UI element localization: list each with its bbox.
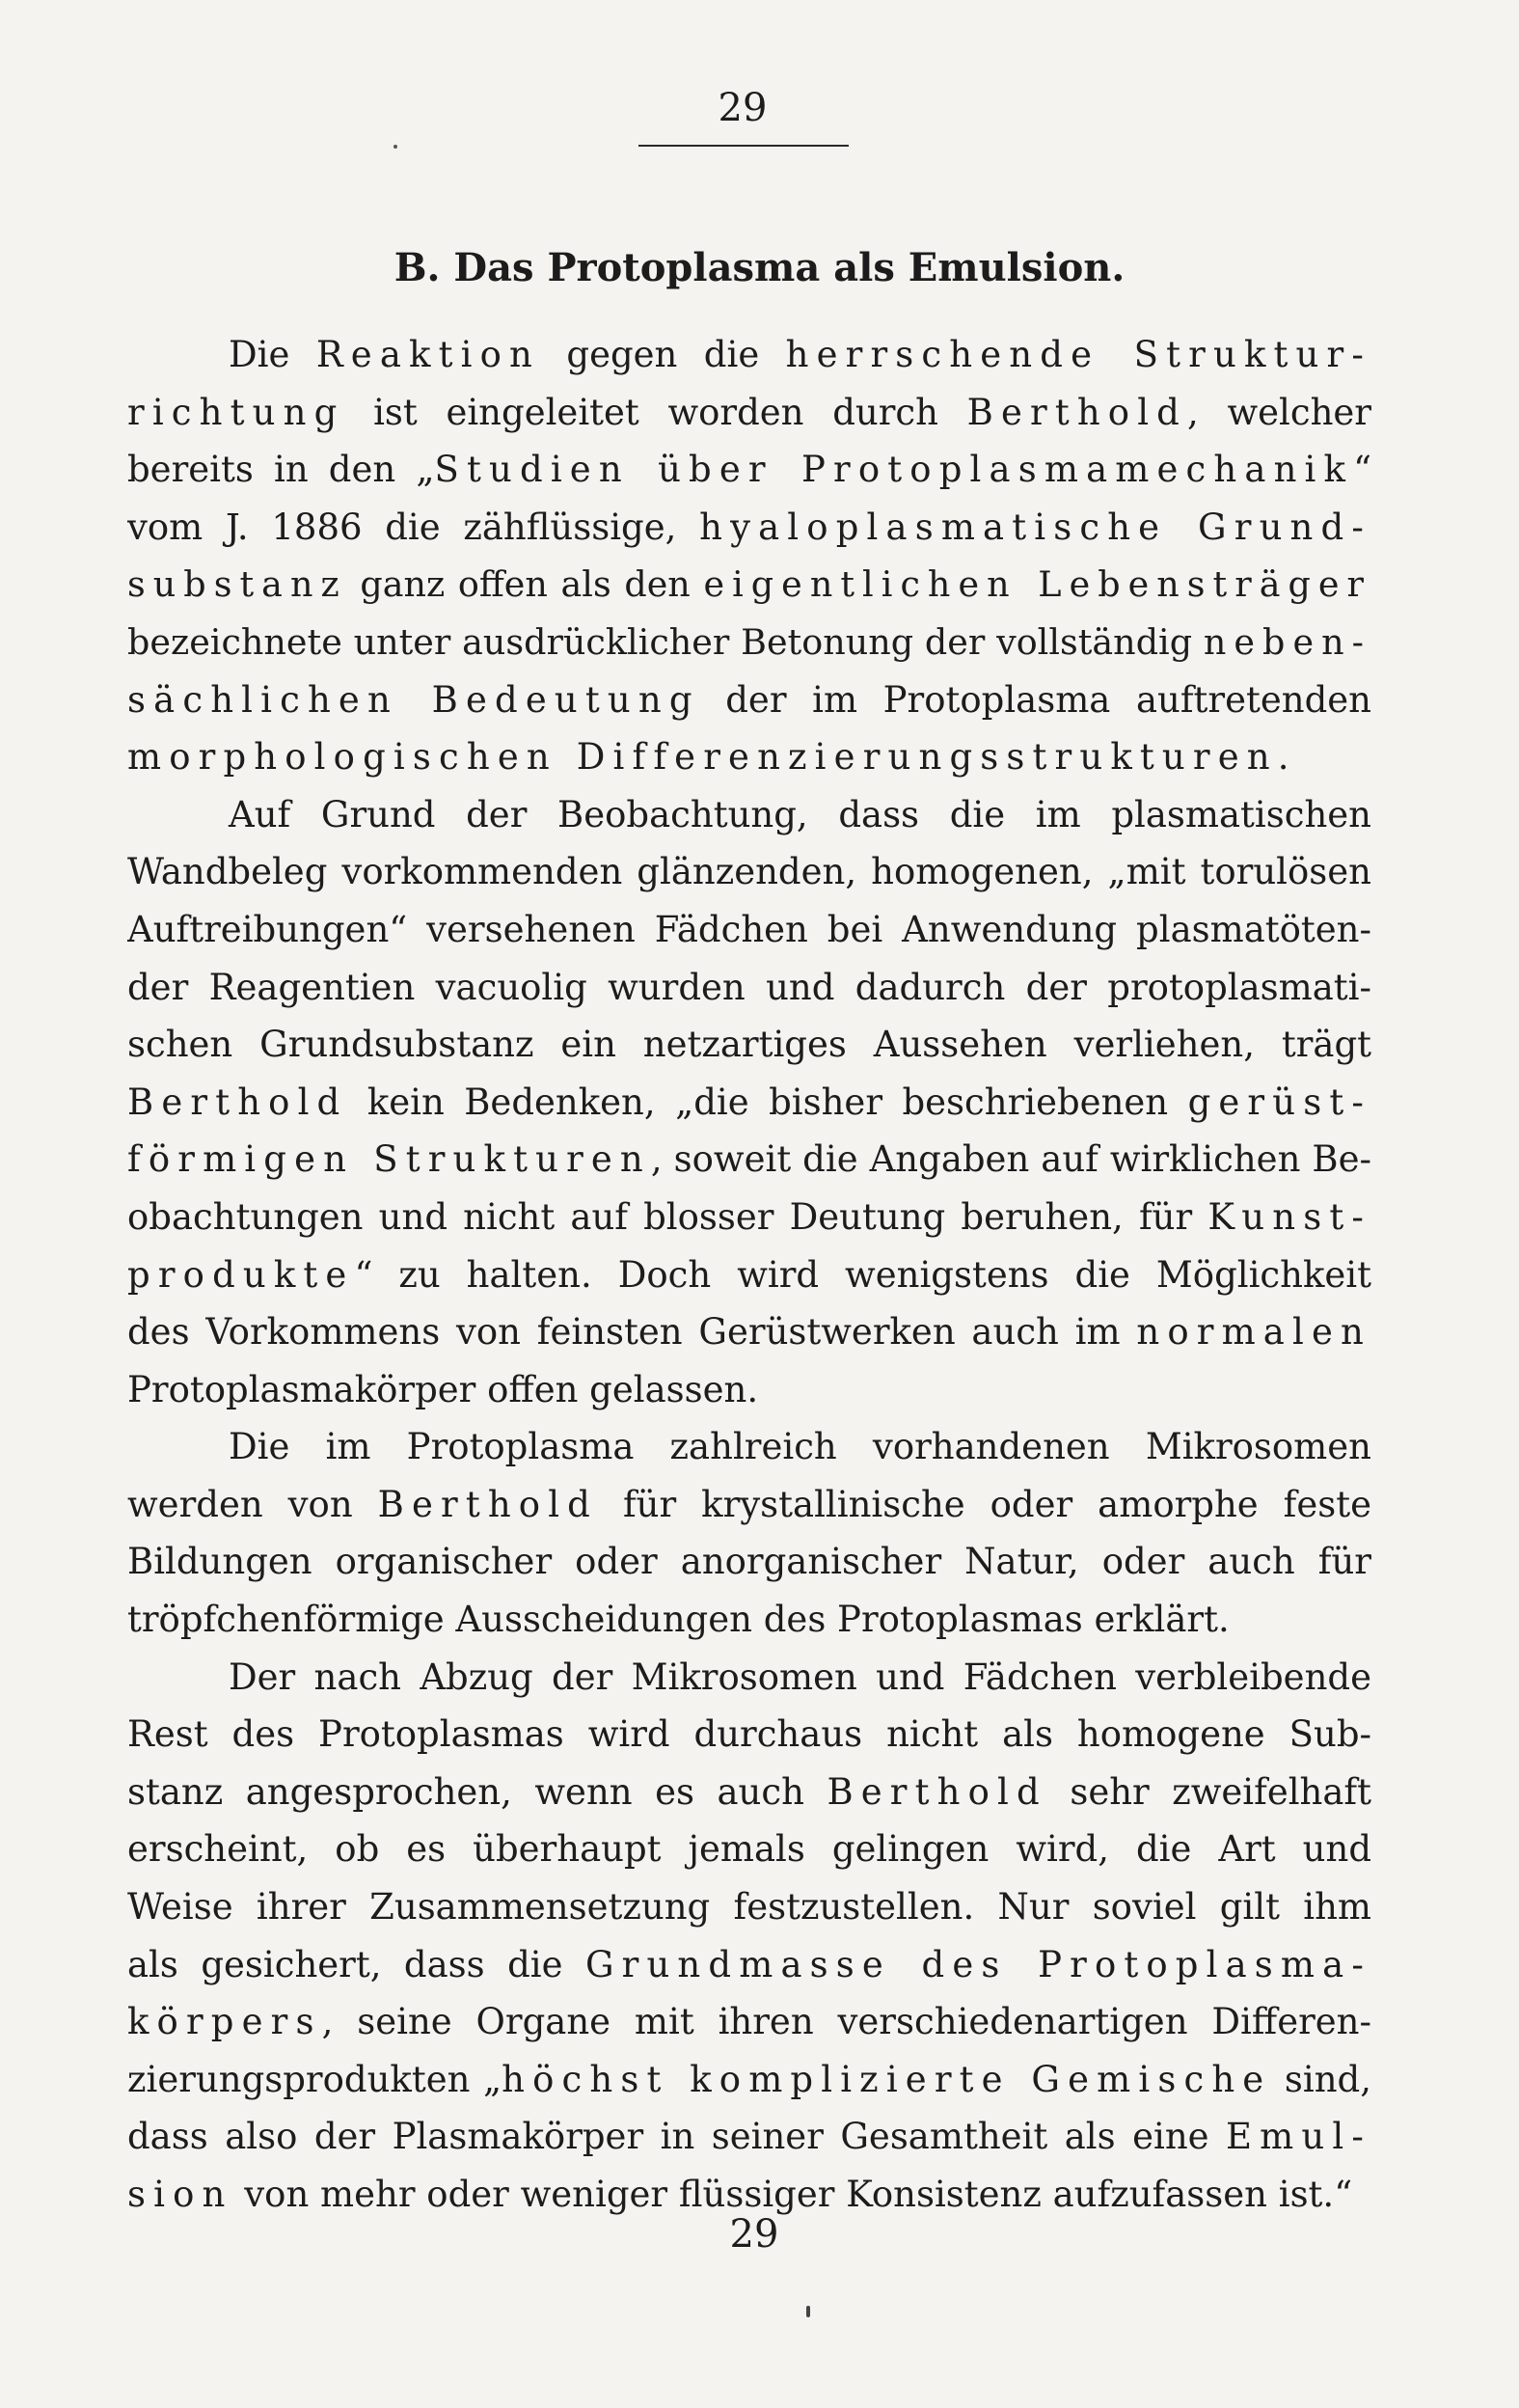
- text-line: [127, 1418, 1371, 1476]
- text-line: [127, 499, 1371, 557]
- text-line: [127, 556, 1371, 614]
- text-segment: stanz angesprochen, wenn es auch: [127, 1770, 827, 1813]
- emphasized-text: herrschende Struktur-: [785, 334, 1371, 375]
- text-segment: Bildungen organischer oder anorganischer Natur, oder auch für: [127, 1541, 1371, 1583]
- print-speck: [806, 2306, 810, 2317]
- text-line: [127, 1189, 1371, 1246]
- emphasized-text: Reaktion: [315, 334, 540, 375]
- text-line: [127, 614, 1371, 671]
- header-rule: [638, 145, 849, 147]
- text-line: [127, 728, 1371, 786]
- emphasized-text: höchst komplizierte Gemische: [502, 2058, 1272, 2100]
- text-segment: vom J. 1886 die zähflüssige,: [127, 506, 700, 548]
- emphasized-text: morphologischen Differenzierungsstrukturen: [127, 736, 1278, 779]
- text-line: [127, 1649, 1371, 1707]
- text-segment: obachtungen und nicht auf blosser Deutung beruhen, für: [127, 1195, 1208, 1238]
- text-segment: als gesichert, dass die: [127, 1943, 585, 1985]
- emphasized-text: sächlichen Bedeutung: [127, 678, 700, 721]
- emphasized-text: Studien über Protoplasmamechanik: [434, 449, 1354, 491]
- emphasized-text: Emul-: [1226, 2116, 1371, 2158]
- text-segment: ganz offen als den: [346, 563, 704, 606]
- text-line: [127, 441, 1371, 499]
- text-line: [127, 1476, 1371, 1534]
- text-line: [127, 326, 1371, 384]
- text-segment: bereits in den „: [127, 449, 435, 491]
- text-segment: Auftreibungen“ versehenen Fädchen bei Anwendung plasmatöten-: [127, 908, 1371, 950]
- text-line: [127, 1016, 1371, 1074]
- emphasized-text: substanz: [127, 563, 347, 606]
- text-line: [127, 1878, 1371, 1936]
- text-segment: von mehr oder weniger flüssiger Konsistenz aufzufassen ist.“: [232, 2174, 1353, 2215]
- text-segment: des Vorkommens von feinsten Gerüstwerken auch im: [127, 1311, 1137, 1354]
- text-segment: zierungsprodukten „: [127, 2058, 502, 2100]
- text-line: [127, 1706, 1371, 1764]
- emphasized-text: richtung: [127, 391, 345, 433]
- text-line: [127, 843, 1371, 901]
- text-line: [127, 1303, 1371, 1361]
- text-segment: dass also der Plasmakörper in seiner Gesamtheit als eine: [127, 2116, 1227, 2158]
- text-line: [127, 786, 1371, 844]
- body-text: [127, 326, 1371, 2224]
- text-line: [127, 1246, 1371, 1304]
- emphasized-text: Kunst-: [1207, 1195, 1371, 1238]
- text-segment: Die im Protoplasma zahlreich vorhandenen Mikrosomen: [229, 1426, 1371, 1468]
- text-line: [127, 384, 1371, 442]
- text-segment: werden von: [127, 1483, 378, 1525]
- text-line: [127, 1936, 1371, 1994]
- text-segment: Wandbeleg vorkommenden glänzenden, homogenen, „mit torulösen: [127, 851, 1371, 893]
- emphasized-text: Berthold: [966, 391, 1188, 433]
- emphasized-text: Grundmasse des Protoplasma-: [584, 1943, 1371, 1985]
- text-line: [127, 959, 1371, 1017]
- text-line: [127, 901, 1371, 959]
- text-line: [127, 671, 1371, 729]
- emphasized-text: Berthold: [127, 1081, 348, 1123]
- text-line: [127, 1361, 1371, 1419]
- emphasized-text: produkte: [127, 1253, 355, 1296]
- emphasized-text: Berthold: [377, 1483, 599, 1525]
- emphasized-text: neben-: [1203, 620, 1371, 663]
- text-segment: Die: [229, 334, 316, 375]
- emphasized-text: förmigen Strukturen: [127, 1138, 651, 1181]
- section-title: B. Das Protoplasma als Emulsion.: [393, 245, 1126, 290]
- text-segment: erscheint, ob es überhaupt jemals gelingen wird, die Art und: [127, 1828, 1371, 1871]
- text-segment: der Reagentien vacuolig wurden und dadurch der protoplasmati-: [127, 966, 1371, 1008]
- text-segment: Rest des Protoplasmas wird durchaus nicht als homogene Sub-: [127, 1713, 1371, 1756]
- text-segment: , welcher: [1187, 391, 1371, 433]
- text-segment: .: [1277, 736, 1289, 779]
- text-segment: , seine Organe mit ihren verschiedenartigen Differen-: [321, 2001, 1371, 2043]
- text-segment: ist eingeleitet worden durch: [344, 391, 967, 433]
- text-segment: tröpfchenförmige Ausscheidungen des Protoplasmas erklärt.: [127, 1599, 1230, 1641]
- text-segment: Protoplasmakörper offen gelassen.: [127, 1368, 759, 1410]
- print-speck: [393, 145, 397, 149]
- text-segment: schen Grundsubstanz ein netzartiges Aussehen verliehen, trägt: [127, 1024, 1371, 1066]
- footer-page-number: 29: [729, 2212, 779, 2257]
- emphasized-text: sion: [127, 2174, 233, 2215]
- text-segment: “: [1353, 449, 1371, 491]
- text-line: [127, 1533, 1371, 1591]
- text-segment: sehr zweifelhaft: [1046, 1770, 1371, 1813]
- text-segment: für krystallinische oder amorphe feste: [598, 1483, 1371, 1525]
- emphasized-text: normalen: [1136, 1311, 1371, 1354]
- text-segment: “ zu halten. Doch wird wenigstens die Möglichkeit: [354, 1253, 1371, 1296]
- text-segment: gegen die: [539, 334, 786, 375]
- text-segment: , soweit die Angaben auf wirklichen Be-: [650, 1138, 1371, 1181]
- text-segment: der im Protoplasma auftretenden: [699, 678, 1371, 721]
- text-segment: bezeichnete unter ausdrücklicher Betonung der vollständig: [127, 620, 1204, 663]
- text-line: [127, 2108, 1371, 2166]
- emphasized-text: körpers: [127, 2001, 322, 2043]
- text-line: [127, 1820, 1371, 1878]
- text-segment: sind,: [1271, 2058, 1371, 2100]
- text-line: [127, 1993, 1371, 2051]
- header-page-number: 29: [718, 86, 768, 130]
- text-segment: Auf Grund der Beobachtung, dass die im plasmatischen: [229, 793, 1371, 835]
- emphasized-text: hyaloplasmatische Grund-: [699, 506, 1371, 548]
- text-segment: Der nach Abzug der Mikrosomen und Fädchen verbleibende: [229, 1656, 1371, 1698]
- text-line: [127, 1131, 1371, 1189]
- emphasized-text: eigentlichen Lebensträger: [703, 563, 1371, 606]
- emphasized-text: gerüst-: [1187, 1081, 1371, 1123]
- text-line: [127, 1764, 1371, 1821]
- text-line: [127, 1591, 1371, 1649]
- text-line: [127, 1074, 1371, 1132]
- text-segment: Weise ihrer Zusammensetzung festzustellen. Nur soviel gilt ihm: [127, 1886, 1371, 1929]
- emphasized-text: Berthold: [827, 1770, 1047, 1813]
- text-segment: kein Bedenken, „die bisher beschriebenen: [347, 1081, 1188, 1123]
- text-line: [127, 2051, 1371, 2109]
